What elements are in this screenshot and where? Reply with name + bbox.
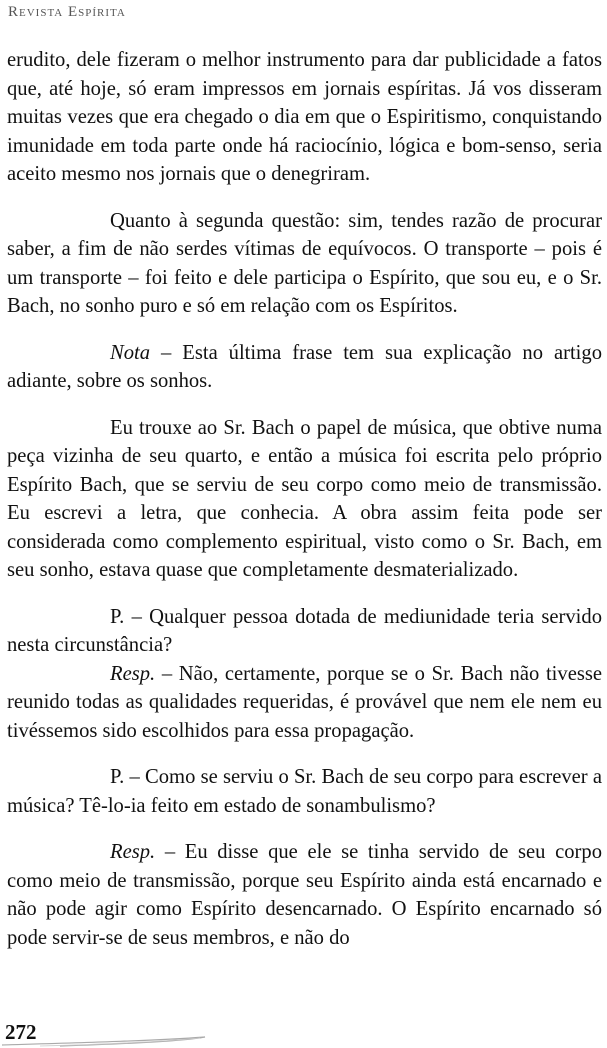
- paragraph-music-paper: Eu trouxe ao Sr. Bach o papel de música, que obtive numa peça vizinha de seu quarto, e então a música foi escrita pelo próprio Espírito Bach, que se serviu de seu corpo como meio de transmissão. Eu escrevi a letra, que conhecia. A obra assim feita pode ser considerada como complemento espiritual, visto como o Sr. Bach, em seu sonho, estava quase que completamente desmaterializado.: [7, 416, 602, 581]
- note-text: – Esta última frase tem sua explicação no artigo adiante, sobre os sonhos.: [7, 341, 602, 392]
- running-header: Revista Espírita: [8, 4, 126, 20]
- paragraph-second-question: Quanto à segunda questão: sim, tendes razão de procurar saber, a fim de não serdes vítimas de equívocos. O transporte – pois é um transporte – foi feito e dele participa o Espírito, que sou eu, e o Sr. Bach, no sonho puro e só em relação com os Espíritos.: [7, 209, 602, 317]
- answer-text: – Eu disse que ele se tinha servido de seu corpo como meio de transmissão, porque seu Espírito ainda está encarnado e não pode agir como Espírito desencarnado. O Espírito encarnado só pode servir-se de seus membros, e não do: [7, 841, 602, 949]
- answer-body-use: [7, 838, 602, 952]
- page-number: 272: [5, 1020, 37, 1044]
- question-body-use: P. – Como se serviu o Sr. Bach de seu corpo para escrever a música? Tê-lo-ia feito em estado de sonambulismo?: [7, 766, 602, 817]
- answer-label: Resp.: [110, 841, 156, 863]
- question-mediumship: P. – Qualquer pessoa dotada de mediunidade teria servido nesta circunstância?: [7, 605, 602, 656]
- answer-label: Resp.: [110, 662, 156, 685]
- page-body: [7, 46, 602, 952]
- note-label: Nota: [110, 341, 151, 364]
- paragraph-note: [7, 339, 602, 396]
- paragraph-continuation: erudito, dele fizeram o melhor instrumento para dar publicidade a fatos que, até hoje, só eram impressos em jornais espíritas. Já vos disseram muitas vezes que era chegado o dia em que o Espiritismo, conquistando imunidade em toda parte onde há raciocínio, lógica e bom-senso, seria aceito mesmo nos jornais que o denegriram.: [7, 49, 602, 185]
- answer-mediumship: [7, 660, 602, 746]
- answer-text: – Não, certamente, porque se o Sr. Bach não tivesse reunido todas as qualidades requeridas, é provável que nem ele nem eu tivéssemos sido escolhidos para essa propagação.: [7, 662, 602, 742]
